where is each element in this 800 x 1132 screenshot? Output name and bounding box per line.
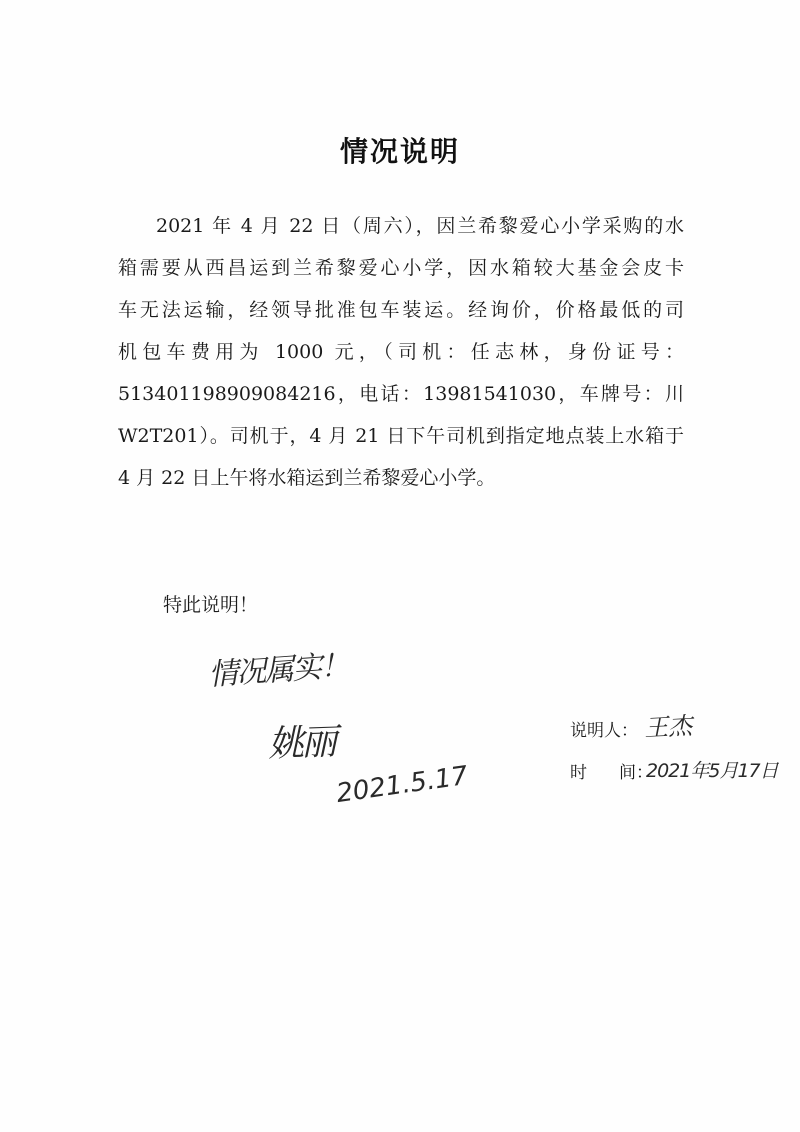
- handwritten-approval-note: 情况属实！: [207, 648, 350, 693]
- time-label: [570, 758, 653, 783]
- body-line: 4 月 22 日上午将水箱运到兰希黎爱心小学。: [118, 467, 496, 489]
- document-body: [118, 205, 684, 499]
- body-line: 513401198909084216，电话：13981541030，车牌号：川: [118, 383, 684, 405]
- body-line: 箱需要从西昌运到兰希黎爱心小学，因水箱较大基金会皮卡: [118, 257, 684, 279]
- document-title: 情况说明: [339, 135, 460, 168]
- body-line: 机包车费用为 1000 元，（司机：任志林，身份证号：: [118, 341, 684, 363]
- body-line: W2T201）。司机于，4 月 21 日下午司机到指定地点装上水箱于: [118, 425, 684, 447]
- approver-handwritten-date: 2021.5.17: [334, 760, 470, 810]
- signer-signature: 王杰: [643, 711, 693, 743]
- body-line: 车无法运输，经领导批准包车装运。经询价，价格最低的司: [118, 299, 684, 321]
- approver-signature: 姚丽: [267, 721, 335, 766]
- time-label-char: 间：: [619, 763, 653, 783]
- handwritten-signed-date: 2021年5月17日: [646, 760, 778, 782]
- closing-statement: 特此说明！: [163, 594, 259, 616]
- signer-label: 说明人：: [570, 721, 638, 741]
- time-label-char: 时: [570, 763, 587, 783]
- body-line: 2021 年 4 月 22 日（周六），因兰希黎爱心小学采购的水: [156, 215, 684, 237]
